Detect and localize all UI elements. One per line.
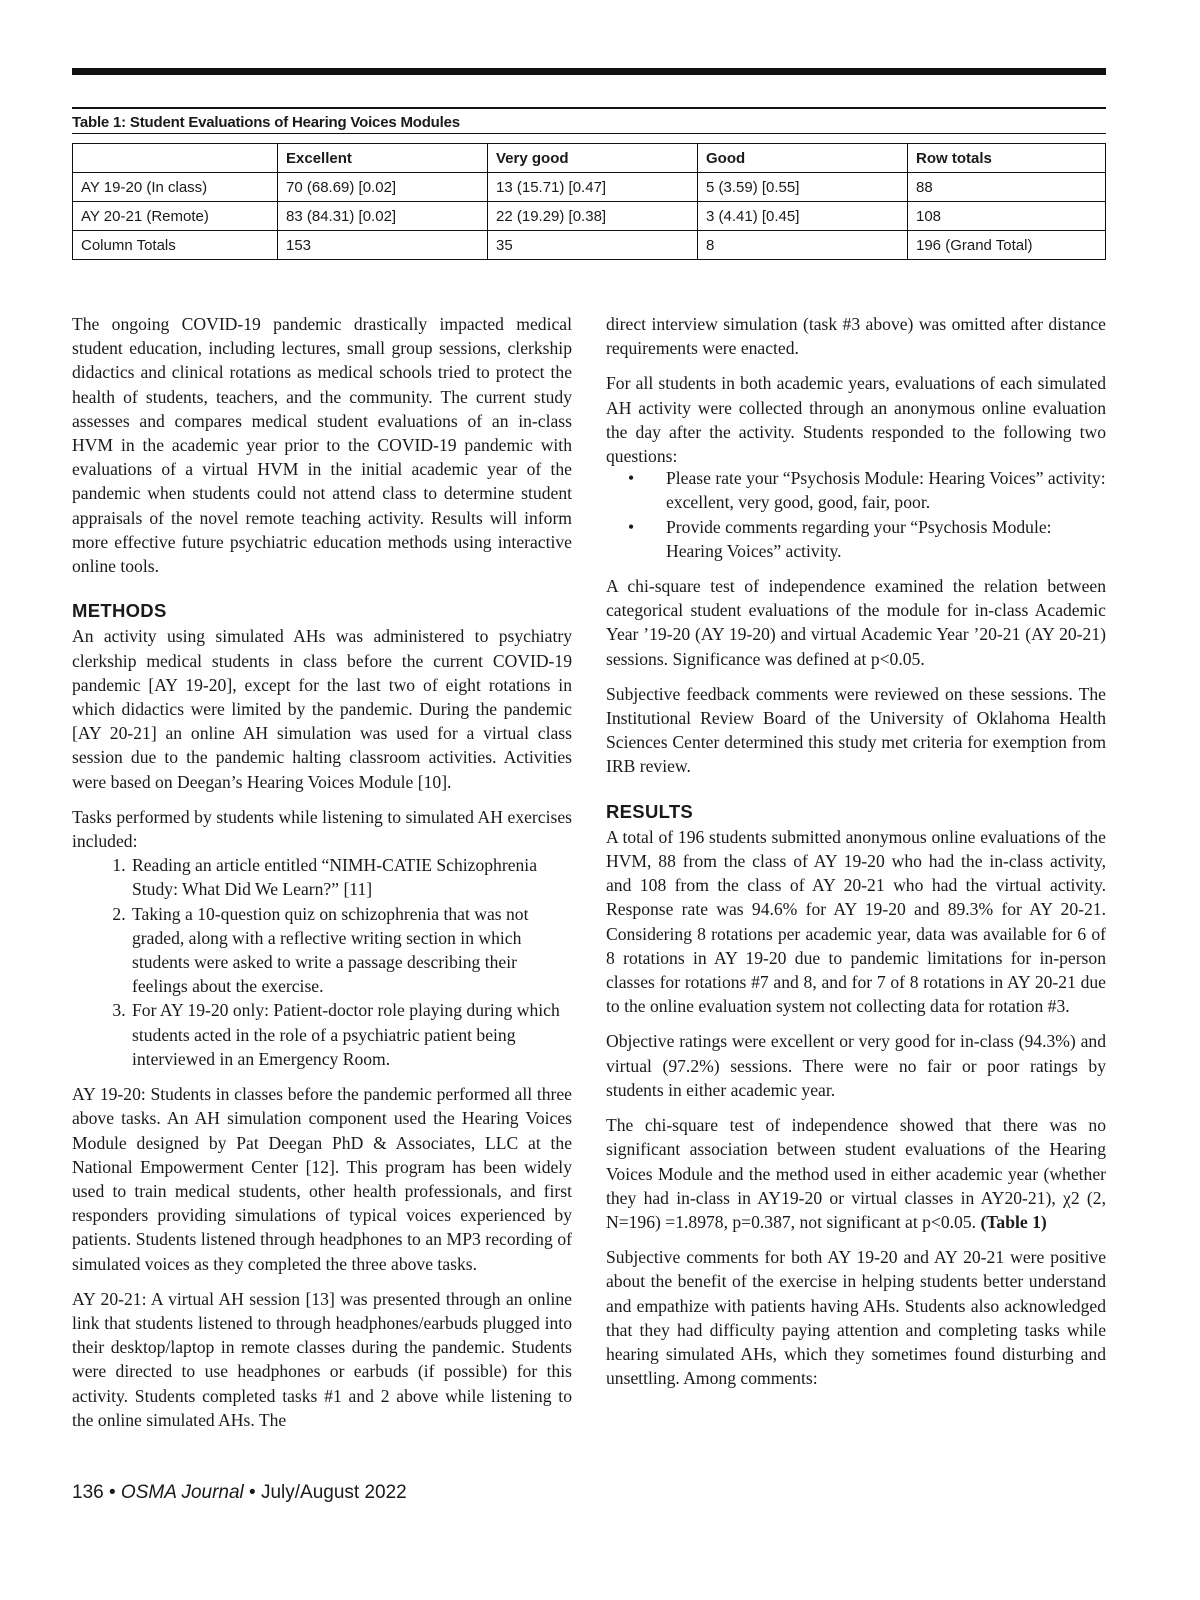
- row-label: Column Totals: [73, 231, 278, 260]
- row-label: AY 20-21 (Remote): [73, 202, 278, 231]
- intro-paragraph: The ongoing COVID-19 pandemic drastically impacted medical student education, including lectures, small group sessions, clerkship didactics and clinical rotations as medical schools tried to protect the health of students, teachers, and the community. The current study assesses and compares medical student evaluations of an in-class HVM in the academic year prior to the COVID-19 pandemic with evaluations of a virtual HVM in the initial academic year of the pandemic when students could not attend class to determine student appraisals of the novel remote teaching activity. Results will inform more effective future psychiatric education methods using interactive online tools.: [72, 314, 572, 577]
- methods-heading: METHODS: [72, 600, 167, 622]
- chi-square-paragraph: A chi-square test of independence examined the relation between categorical student evaluations of the module for in-class Academic Year ’19-20 (AY 19-20) and virtual Academic Year ’20-21 (AY 20-21) sessions. Significance was defined at p<0.05.: [606, 576, 1106, 669]
- results-paragraph-1: A total of 196 students submitted anonymous online evaluations of the HVM, 88 from the class of AY 19-20 who had the in-class activity, and 108 from the class of AY 20-21 who had the virtual activity. Response rate was 94.6% for AY 19-20 and 89.3% for AY 20-21. Considering 8 rotations per academic year, data was available for 6 of 8 rotations in AY 19-20 due to pandemic limitations for in-person classes for rotations #7 and 8, and for 7 of 8 rotations in AY 20-21 due to the online evaluation system not collecting data for rotation #3.: [606, 826, 1106, 1017]
- questions-list: [606, 466, 1106, 563]
- table-cell: 8: [698, 231, 908, 260]
- issue-date: July/August 2022: [260, 1482, 407, 1503]
- table-cell: 83 (84.31) [0.02]: [278, 202, 488, 231]
- results-paragraph-4: Subjective comments for both AY 19-20 and AY 20-21 were positive about the benefit of the exercise in helping students better understand and empathize with patients having AHs. Students also acknowledged that they had difficulty paying attention and completing tasks while hearing simulated AHs, which they sometimes found disturbing and unsettling. Among comments:: [606, 1247, 1106, 1389]
- table-reference: (Table 1): [980, 1211, 1047, 1232]
- table-header-row: [73, 144, 1106, 173]
- ay2021-paragraph: AY 20-21: A virtual AH session [13] was presented through an online link that students listened to through headphones/earbuds plugged into their desktop/laptop in remote classes during the pandemic. Students were directed to use headphones or earbuds (if possible) for this activity. Students completed tasks #1 and 2 above while listening to the online simulated AHs. The: [72, 1288, 572, 1430]
- table-cell: 108: [908, 202, 1106, 231]
- table-cell: 70 (68.69) [0.02]: [278, 173, 488, 202]
- evaluations-table: [72, 143, 1106, 260]
- list-item: 1. Reading an article entitled “NIMH-CATIE Schizophrenia Study: What Did We Learn?” [11]: [130, 853, 572, 901]
- ay1920-paragraph: AY 19-20: Students in classes before the pandemic performed all three above tasks. An AH simulation component used the Hearing Voices Module designed by Pat Deegan PhD & Associates, LLC at the National Empowerment Center [12]. This program has been widely used to train medical students, other health professionals, and first responders providing simulations of typical voices experienced by patients. Students listened through headphones to an MP3 recording of simulated voices as they completed the three above tasks.: [72, 1084, 572, 1274]
- table-cell: 13 (15.71) [0.47]: [488, 173, 698, 202]
- header-cell: Good: [698, 144, 908, 173]
- table-caption-block: [72, 107, 1106, 134]
- header-cell: Very good: [488, 144, 698, 173]
- table-caption: Table 1: Student Evaluations of Hearing Voices Modules: [72, 114, 460, 131]
- evaluation-paragraph: For all students in both academic years, evaluations of each simulated AH activity were collected through an anonymous online evaluation the day after the activity. Students responded to the following two questions:: [606, 373, 1106, 467]
- results-paragraph-3: [606, 1113, 1106, 1234]
- table-row: [73, 202, 1106, 231]
- tasks-intro: Tasks performed by students while listening to simulated AH exercises included:: [72, 806, 572, 852]
- table-cell: 3 (4.41) [0.45]: [698, 202, 908, 231]
- page-number: 136: [72, 1482, 104, 1503]
- header-cell: [73, 144, 278, 173]
- results-paragraph-3-text: The chi-square test of independence showed that there was no significant association between student evaluations of the Hearing Voices Module and the method used in either academic year (whether they had in-class in AY19-20 or virtual classes in AY20-21), χ2 (2, N=196) =1.8978, p=0.387, not significant at p<0.05.: [606, 1115, 1106, 1232]
- results-paragraph-2: Objective ratings were excellent or very good for in-class (94.3%) and virtual (97.2%) sessions. There were no fair or poor ratings by students in either academic year.: [606, 1031, 1106, 1100]
- continued-paragraph: direct interview simulation (task #3 above) was omitted after distance requirements were enacted.: [606, 314, 1106, 359]
- table-cell: 22 (19.29) [0.38]: [488, 202, 698, 231]
- footer-separator: •: [249, 1482, 256, 1503]
- table-cell: 5 (3.59) [0.55]: [698, 173, 908, 202]
- irb-paragraph: Subjective feedback comments were reviewed on these sessions. The Institutional Review Board of the University of Oklahoma Health Sciences Center determined this study met criteria for exemption from IRB review.: [606, 683, 1106, 777]
- tasks-list: [72, 853, 572, 1071]
- page-footer: [72, 1482, 407, 1504]
- table-row: [73, 231, 1106, 260]
- table-row: [73, 173, 1106, 202]
- table-cell: 88: [908, 173, 1106, 202]
- table-cell: 196 (Grand Total): [908, 231, 1106, 260]
- list-item: • Provide comments regarding your “Psychosis Module: Hearing Voices” activity.: [666, 515, 1106, 563]
- footer-separator: •: [108, 1482, 116, 1503]
- right-column: [606, 312, 1106, 1401]
- list-item: 3. For AY 19-20 only: Patient-doctor role playing during which students acted in the role of a psychiatric patient being interviewed in an Emergency Room.: [130, 998, 572, 1071]
- header-cell: Row totals: [908, 144, 1106, 173]
- list-item: • Please rate your “Psychosis Module: Hearing Voices” activity: excellent, very good, good, fair, poor.: [666, 466, 1106, 514]
- methods-paragraph: An activity using simulated AHs was administered to psychiatry clerkship medical students in class before the current COVID-19 pandemic [AY 19-20], except for the last two of eight rotations in which didactics were limited by the pandemic. During the pandemic [AY 20-21] an online AH simulation was used for a virtual class session due to the pandemic halting classroom activities. Activities were based on Deegan’s Hearing Voices Module [10].: [72, 626, 572, 792]
- caption-rule-bottom: [72, 133, 1106, 134]
- header-cell: Excellent: [278, 144, 488, 173]
- header-rule: [72, 68, 1106, 75]
- results-heading: RESULTS: [606, 800, 694, 822]
- table-cell: 153: [278, 231, 488, 260]
- row-label: AY 19-20 (In class): [73, 173, 278, 202]
- table-cell: 35: [488, 231, 698, 260]
- left-column: [72, 312, 572, 1443]
- journal-name: OSMA Journal: [120, 1482, 244, 1503]
- list-item: 2. Taking a 10-question quiz on schizophrenia that was not graded, along with a reflective writing section in which students were asked to write a passage describing their feelings about the exercise.: [130, 902, 572, 999]
